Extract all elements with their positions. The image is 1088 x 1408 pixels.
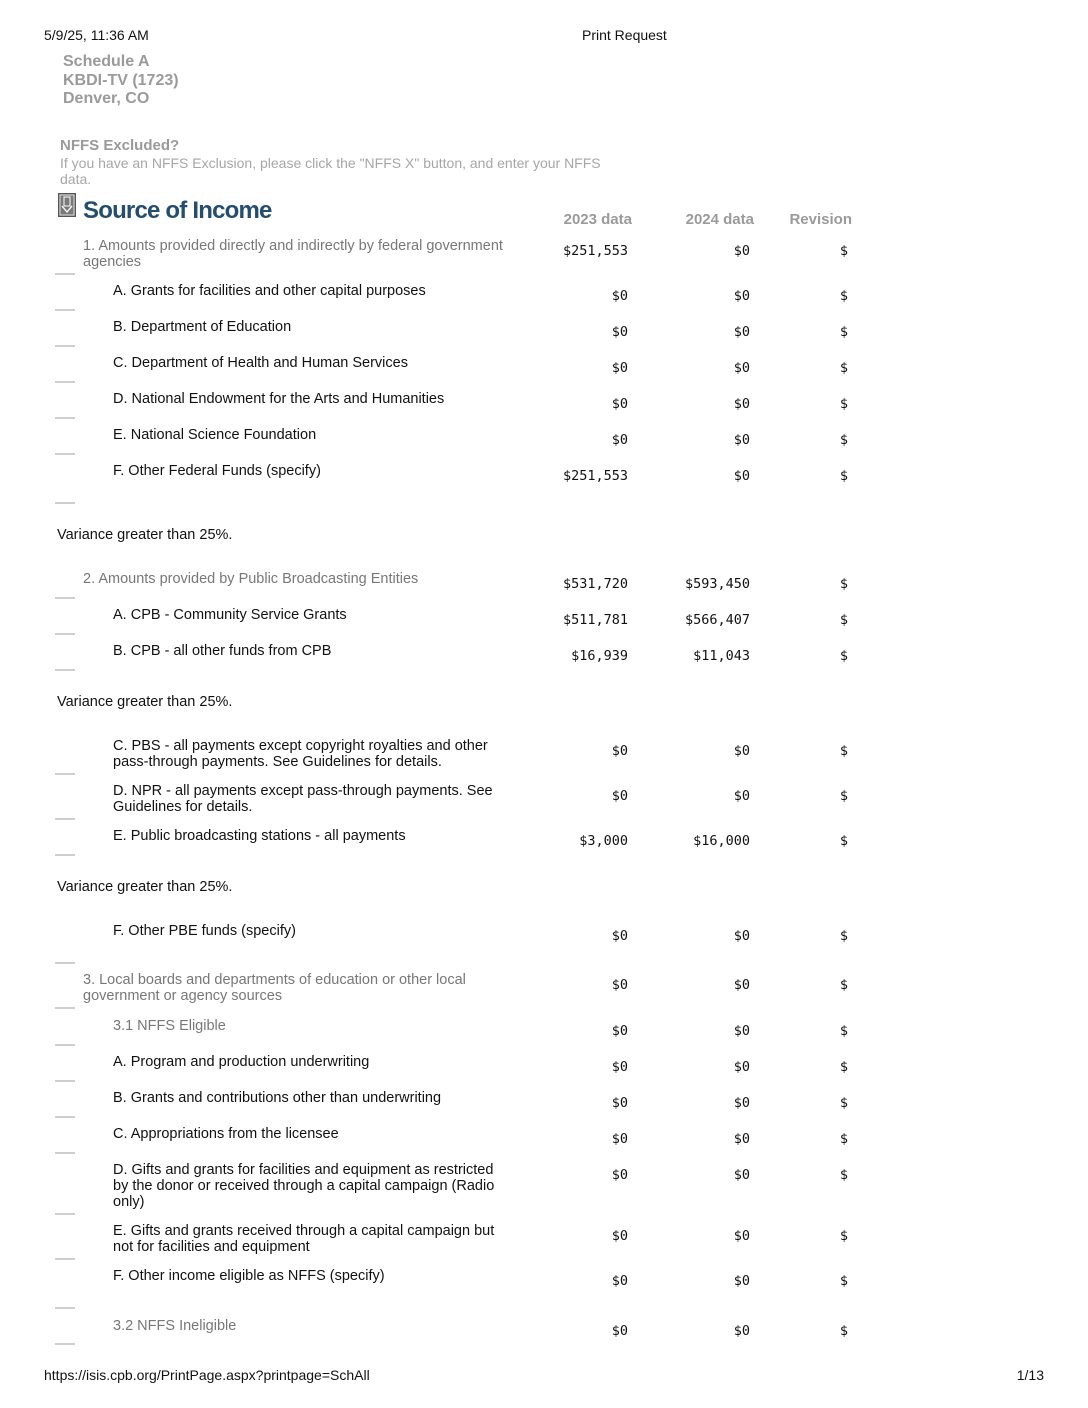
value-2024: $566,407 — [684, 612, 750, 628]
row-marker — [55, 633, 75, 635]
value-2023: $3,000 — [579, 833, 628, 849]
row-marker — [55, 417, 75, 419]
nffs-instructions-line2: data. — [60, 171, 92, 187]
value-2023: $0 — [611, 396, 628, 412]
revision-value[interactable]: $ — [839, 1059, 848, 1075]
value-2023: $0 — [611, 1023, 628, 1039]
row-marker — [55, 962, 75, 964]
print-header — [44, 27, 1044, 43]
value-2023: $0 — [611, 1228, 628, 1244]
revision-value[interactable]: $ — [839, 360, 848, 376]
column-header-revision: Revision — [789, 211, 852, 228]
value-2023: $0 — [611, 977, 628, 993]
revision-value[interactable]: $ — [839, 324, 848, 340]
revision-value[interactable]: $ — [839, 1323, 848, 1339]
row-label: 2. Amounts provided by Public Broadcasting Entities — [83, 571, 419, 587]
row-label: D. Gifts and grants for facilities and equipment as restricted by the donor or received through a capital campaign (Radio only) — [113, 1162, 495, 1210]
revision-value[interactable]: $ — [839, 977, 848, 993]
revision-value[interactable]: $ — [839, 1131, 848, 1147]
value-2023: $0 — [611, 360, 628, 376]
page-url: https://isis.cpb.org/PrintPage.aspx?printpage=SchAll — [44, 1367, 370, 1383]
value-2024: $0 — [733, 1323, 750, 1339]
revision-value[interactable]: $ — [839, 612, 848, 628]
row-marker — [55, 1080, 75, 1082]
value-2023: $0 — [611, 1095, 628, 1111]
value-2024: $0 — [733, 243, 750, 259]
revision-value[interactable]: $ — [839, 1095, 848, 1111]
row-label: C. PBS - all payments except copyright royalties and other pass-through payments. See Guidelines for details. — [113, 738, 488, 770]
revision-value[interactable]: $ — [839, 576, 848, 592]
value-2024: $0 — [733, 324, 750, 340]
value-2023: $0 — [611, 1131, 628, 1147]
row-label: 3. Local boards and departments of education or other local government or agency sources — [83, 972, 466, 1004]
nffs-notice — [60, 137, 640, 187]
revision-value[interactable]: $ — [839, 432, 848, 448]
row-marker — [55, 669, 75, 671]
station-city: Denver, CO — [63, 90, 150, 107]
row-label: A. Program and production underwriting — [113, 1054, 370, 1070]
revision-value[interactable]: $ — [839, 788, 848, 804]
row-marker — [55, 854, 75, 856]
row-marker — [55, 381, 75, 383]
row-marker — [55, 1213, 75, 1215]
row-label: 1. Amounts provided directly and indirectly by federal government agencies — [83, 238, 503, 270]
value-2023: $531,720 — [562, 576, 628, 592]
value-2023: $511,781 — [562, 612, 628, 628]
value-2023: $0 — [611, 743, 628, 759]
row-label: C. Appropriations from the licensee — [113, 1126, 339, 1142]
value-2023: $0 — [611, 928, 628, 944]
row-label: D. NPR - all payments except pass-through payments. See Guidelines for details. — [113, 783, 493, 815]
row-label: A. CPB - Community Service Grants — [113, 607, 347, 623]
row-marker — [55, 1152, 75, 1154]
revision-value[interactable]: $ — [839, 468, 848, 484]
revision-value[interactable]: $ — [839, 1023, 848, 1039]
row-marker — [55, 273, 75, 275]
value-2024: $0 — [733, 1131, 750, 1147]
value-2024: $0 — [733, 288, 750, 304]
row-marker — [55, 818, 75, 820]
schedule-name: Schedule A — [63, 53, 150, 70]
row-label: 3.1 NFFS Eligible — [113, 1018, 226, 1034]
revision-value[interactable]: $ — [839, 833, 848, 849]
revision-value[interactable]: $ — [839, 648, 848, 664]
row-marker — [55, 1343, 75, 1345]
value-2024: $0 — [733, 788, 750, 804]
nffs-heading: NFFS Excluded? — [60, 137, 180, 154]
station-name: KBDI-TV (1723) — [63, 71, 179, 89]
row-marker — [55, 1258, 75, 1260]
value-2024: $593,450 — [684, 576, 750, 592]
section-title: Source of Income — [83, 197, 272, 224]
row-marker — [55, 773, 75, 775]
value-2023: $0 — [611, 288, 628, 304]
value-2023: $251,553 — [562, 468, 628, 484]
variance-warning: Variance greater than 25%. — [57, 879, 233, 895]
value-2023: $0 — [611, 1323, 628, 1339]
value-2024: $0 — [733, 928, 750, 944]
value-2023: $0 — [611, 1059, 628, 1075]
revision-value[interactable]: $ — [839, 1228, 848, 1244]
revision-value[interactable]: $ — [839, 928, 848, 944]
value-2023: $0 — [611, 432, 628, 448]
row-marker — [55, 309, 75, 311]
value-2023: $16,939 — [571, 648, 628, 664]
row-marker — [55, 502, 75, 504]
value-2024: $0 — [733, 360, 750, 376]
value-2024: $0 — [733, 432, 750, 448]
value-2024: $0 — [733, 1023, 750, 1039]
schedule-info — [63, 53, 179, 109]
row-label: D. National Endowment for the Arts and Humanities — [113, 391, 445, 407]
print-title: Print Request — [582, 27, 667, 43]
value-2024: $0 — [733, 743, 750, 759]
revision-value[interactable]: $ — [839, 288, 848, 304]
value-2024: $0 — [733, 468, 750, 484]
print-timestamp: 5/9/25, 11:36 AM — [44, 27, 149, 43]
row-marker — [55, 453, 75, 455]
value-2024: $0 — [733, 1273, 750, 1289]
revision-value[interactable]: $ — [839, 1273, 848, 1289]
variance-warning: Variance greater than 25%. — [57, 694, 233, 710]
row-label: 3.2 NFFS Ineligible — [113, 1318, 237, 1334]
row-marker — [55, 1116, 75, 1118]
revision-value[interactable]: $ — [839, 396, 848, 412]
column-header-2023: 2023 data — [563, 211, 632, 228]
row-label: F. Other PBE funds (specify) — [113, 923, 296, 939]
row-label: B. Grants and contributions other than underwriting — [113, 1090, 442, 1106]
value-2024: $0 — [733, 396, 750, 412]
row-marker — [55, 345, 75, 347]
value-2023: $0 — [611, 788, 628, 804]
row-label: F. Other Federal Funds (specify) — [113, 463, 321, 479]
value-2023: $0 — [611, 324, 628, 340]
row-label: B. Department of Education — [113, 319, 292, 335]
nffs-instructions-line1: If you have an NFFS Exclusion, please click the "NFFS X" button, and enter your NFFS — [60, 155, 601, 171]
revision-value[interactable]: $ — [839, 243, 848, 259]
row-label: E. National Science Foundation — [113, 427, 317, 443]
row-label: B. CPB - all other funds from CPB — [113, 643, 332, 659]
value-2024: $0 — [733, 1059, 750, 1075]
value-2024: $0 — [733, 1167, 750, 1183]
row-marker — [55, 1007, 75, 1009]
document-download-icon[interactable] — [58, 193, 76, 217]
variance-warning: Variance greater than 25%. — [57, 527, 233, 543]
row-marker — [55, 1044, 75, 1046]
value-2024: $11,043 — [693, 648, 750, 664]
row-label: E. Public broadcasting stations - all payments — [113, 828, 406, 844]
revision-value[interactable]: $ — [839, 743, 848, 759]
row-label: C. Department of Health and Human Services — [113, 355, 408, 371]
row-label: A. Grants for facilities and other capital purposes — [113, 283, 426, 299]
value-2024: $0 — [733, 1228, 750, 1244]
value-2023: $251,553 — [562, 243, 628, 259]
row-marker — [55, 1307, 75, 1309]
value-2024: $16,000 — [693, 833, 750, 849]
value-2024: $0 — [733, 1095, 750, 1111]
revision-value[interactable]: $ — [839, 1167, 848, 1183]
row-marker — [55, 597, 75, 599]
column-header-2024: 2024 data — [685, 211, 754, 228]
row-label: F. Other income eligible as NFFS (specify) — [113, 1268, 385, 1284]
row-label: E. Gifts and grants received through a capital campaign but not for facilities and equipment — [113, 1223, 495, 1255]
value-2023: $0 — [611, 1273, 628, 1289]
value-2024: $0 — [733, 977, 750, 993]
page-number: 1/13 — [1016, 1367, 1044, 1383]
print-footer — [44, 1367, 1044, 1383]
value-2023: $0 — [611, 1167, 628, 1183]
